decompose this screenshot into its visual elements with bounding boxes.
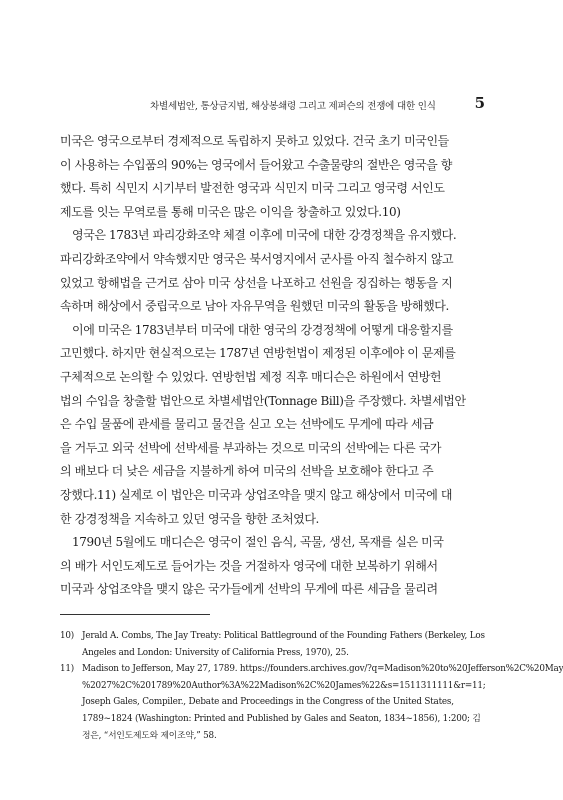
footnote-line: Angeles and London: University of California Press, 1970), 25. — [82, 647, 349, 658]
body-line: 한 강경정책을 지속하고 있던 영국을 향한 조처였다. — [60, 511, 319, 526]
body-line: 했다. 특히 식민지 시기부터 발전한 영국과 식민지 미국 그리고 영국령 서인도 — [60, 181, 445, 196]
body-line: 은 수입 물품에 관세를 물리고 물건을 싣고 오는 선박에도 무게에 따라 세금 — [60, 417, 434, 432]
body-line: 이에 미국은 1783년부터 미국에 대한 영국의 강경정책에 어떻게 대응할지를 — [72, 322, 453, 337]
body-line: 법의 수입을 창출할 법안으로 차별세법안(Tonnage Bill)을 주장했다. 차별세법안 — [60, 393, 466, 408]
body-line: 구체적으로 논의할 수 있었다. 연방헌법 제정 직후 매디슨은 하원에서 연방헌 — [60, 369, 442, 384]
footnote — [60, 661, 563, 744]
body-line: 파리강화조약에서 약속했지만 영국은 북서영지에서 군사를 아직 철수하지 않고 — [60, 251, 454, 266]
body-line: 의 배보다 더 낮은 세금을 지불하게 하여 미국의 선박을 보호해야 한다고 주 — [60, 464, 434, 479]
body-line: 을 거두고 외국 선박에 선박세를 부과하는 것으로 미국의 선박에는 다른 국가 — [60, 440, 442, 455]
footnote-line: Joseph Gales, Compiler., Debate and Proceedings in the Congress of the United States, — [82, 697, 454, 708]
body-line: 있었고 항해법을 근거로 삼아 미국 상선을 나포하고 선원을 징집하는 행동을 지 — [60, 275, 453, 290]
footnote-line: Jerald A. Combs, The Jay Treaty: Political Battleground of the Founding Fathers (Berkeley, Los — [82, 631, 485, 641]
body-line: 의 배가 서인도제도로 들어가는 것을 거절하자 영국에 대한 보복하기 위해서 — [60, 558, 438, 573]
running-header — [60, 96, 485, 116]
footnote — [60, 628, 485, 661]
footnotes — [60, 628, 563, 744]
footnote-line: 1789~1824 (Washington: Printed and Published by Gales and Seaton, 1834~1856), 1:200; 김 — [82, 713, 481, 724]
footnote-line: %2027%2C%201789%20Author%3A%22Madison%2C%20James%22&s=1511311111&r=11; — [82, 680, 486, 691]
body-line: 미국은 영국으로부터 경제적으로 독립하지 못하고 있었다. 건국 초기 미국인들 — [60, 134, 449, 148]
body-line: 미국과 상업조약을 맺지 않은 국가들에게 선박의 무게에 따른 세금을 물리려 — [60, 582, 438, 597]
footnote-number: 11) — [60, 664, 75, 675]
body-line: 1790년 5월에도 매디슨은 영국이 절인 음식, 곡물, 생선, 목재를 실은 미국 — [72, 535, 444, 550]
page-number: 5 — [474, 94, 485, 112]
body-line: 영국은 1783년 파리강화조약 체결 이후에 미국에 대한 강경정책을 유지했다. — [72, 228, 457, 243]
body-line: 속하며 해상에서 중립국으로 남아 자유무역을 원했던 미국의 활동을 방해했다. — [60, 299, 449, 314]
header-title: 차별세법안, 통상금지법, 해상봉쇄령 그리고 제퍼슨의 전쟁에 대한 인식 — [150, 101, 436, 112]
body-text — [60, 130, 485, 602]
body-line: 고민했다. 하지만 현실적으로는 1787년 연방헌법이 제정된 이후에야 이 문제를 — [60, 346, 456, 361]
footnote-line: Madison to Jefferson, May 27, 1789. https://founders.archives.gov/?q=Madison%20to%20Jefferson%2C%20May — [82, 664, 563, 675]
footnote-divider — [60, 614, 210, 615]
body-line: 장했다.11) 실제로 이 법안은 미국과 상업조약을 맺지 않고 해상에서 미국에 대 — [60, 487, 453, 502]
footnote-line: 정은, “서인도제도와 제이조약,” 58. — [82, 730, 217, 741]
body-line: 이 사용하는 수입품의 90%는 영국에서 들어왔고 수출물량의 절반은 영국을 향 — [60, 157, 452, 172]
footnote-number: 10) — [60, 631, 75, 641]
body-line: 제도를 잇는 무역로를 통해 미국은 많은 이익을 창출하고 있었다.10) — [60, 204, 401, 219]
